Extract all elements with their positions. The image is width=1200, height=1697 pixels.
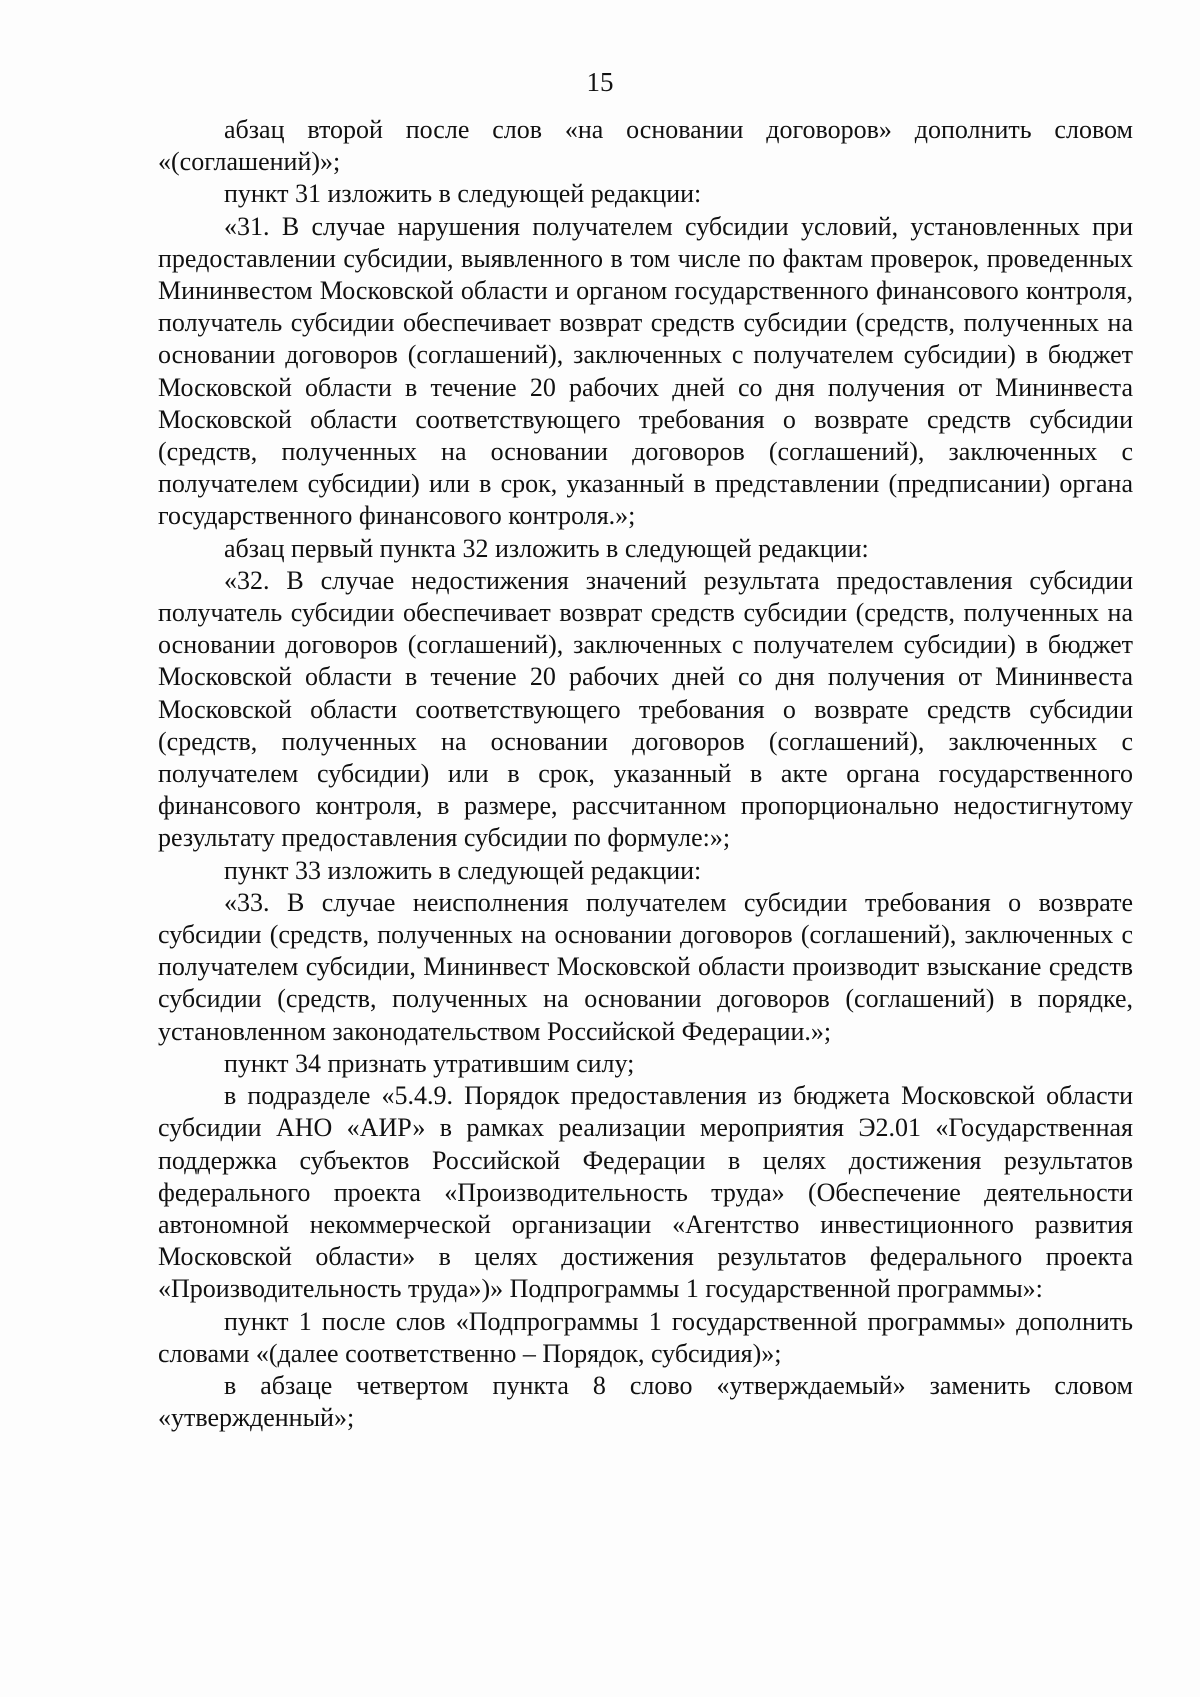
- paragraph-7: «33. В случае неисполнения получателем субсидии требования о возврате субсидии (средств, полученных на основании договоров (соглашений), заключенных с получателем субсидии, Мининвест Московской области производит взыскание средств субсидии (средств, полученных на основании договоров (соглашений) в порядке, установленном законодательством Российской Федерации.»;: [158, 887, 1133, 1046]
- paragraph-5: «32. В случае недостижения значений результата предоставления субсидии получатель субсидии обеспечивает возврат средств субсидии (средств, полученных на основании договоров (соглашений), заключенных с получателем субсидии) в бюджет Московской области в течение 20 рабочих дней со дня получения от Мининвеста Московской области соответствующего требования о возврате средств субсидии (средств, полученных на основании договоров (соглашений), заключенных с получателем субсидии) или в срок, указанный в акте органа государственного финансового контроля, в размере, рассчитанном пропорционально недостигнутому результату предоставления субсидии по формуле:»;: [158, 565, 1133, 853]
- paragraph-11: в абзаце четвертом пункта 8 слово «утверждаемый» заменить словом «утвержденный»;: [158, 1370, 1133, 1433]
- paragraph-9: в подразделе «5.4.9. Порядок предоставления из бюджета Московской области субсидии АНО «АИР» в рамках реализации мероприятия Э2.01 «Государственная поддержка субъектов Российской Федерации в целях достижения результатов федерального проекта «Производительность труда» (Обеспечение деятельности автономной некоммерческой организации «Агентство инвестиционного развития Московской области» в целях достижения результатов федерального проекта «Производительность труда»)» Подпрограммы 1 государственной программы»:: [158, 1081, 1133, 1304]
- document-body: [158, 114, 1133, 1434]
- paragraph-2: пункт 31 изложить в следующей редакции:: [224, 179, 702, 209]
- paragraph-8: пункт 34 признать утратившим силу;: [224, 1048, 635, 1078]
- paragraph-10: пункт 1 после слов «Подпрограммы 1 государственной программы» дополнить словами «(далее соответственно – Порядок, субсидия)»;: [158, 1306, 1133, 1368]
- paragraph-6: пункт 33 изложить в следующей редакции:: [224, 855, 702, 885]
- paragraph-4: абзац первый пункта 32 изложить в следующей редакции:: [224, 533, 869, 563]
- paragraph-3: «31. В случае нарушения получателем субсидии условий, установленных при предоставлении субсидии, выявленного в том числе по фактам проверок, проведенных Мининвестом Московской области и органом государственного финансового контроля, получатель субсидии обеспечивает возврат средств субсидии (средств, полученных на основании договоров (соглашений), заключенных с получателем субсидии) в бюджет Московской области в течение 20 рабочих дней со дня получения от Мининвеста Московской области соответствующего требования о возврате средств субсидии (средств, полученных на основании договоров (соглашений), заключенных с получателем субсидии) или в срок, указанный в представлении (предписании) органа государственного финансового контроля.»;: [158, 211, 1133, 531]
- page-number: 15: [586, 67, 614, 97]
- paragraph-1: абзац второй после слов «на основании договоров» дополнить словом «(соглашений)»;: [158, 115, 1133, 177]
